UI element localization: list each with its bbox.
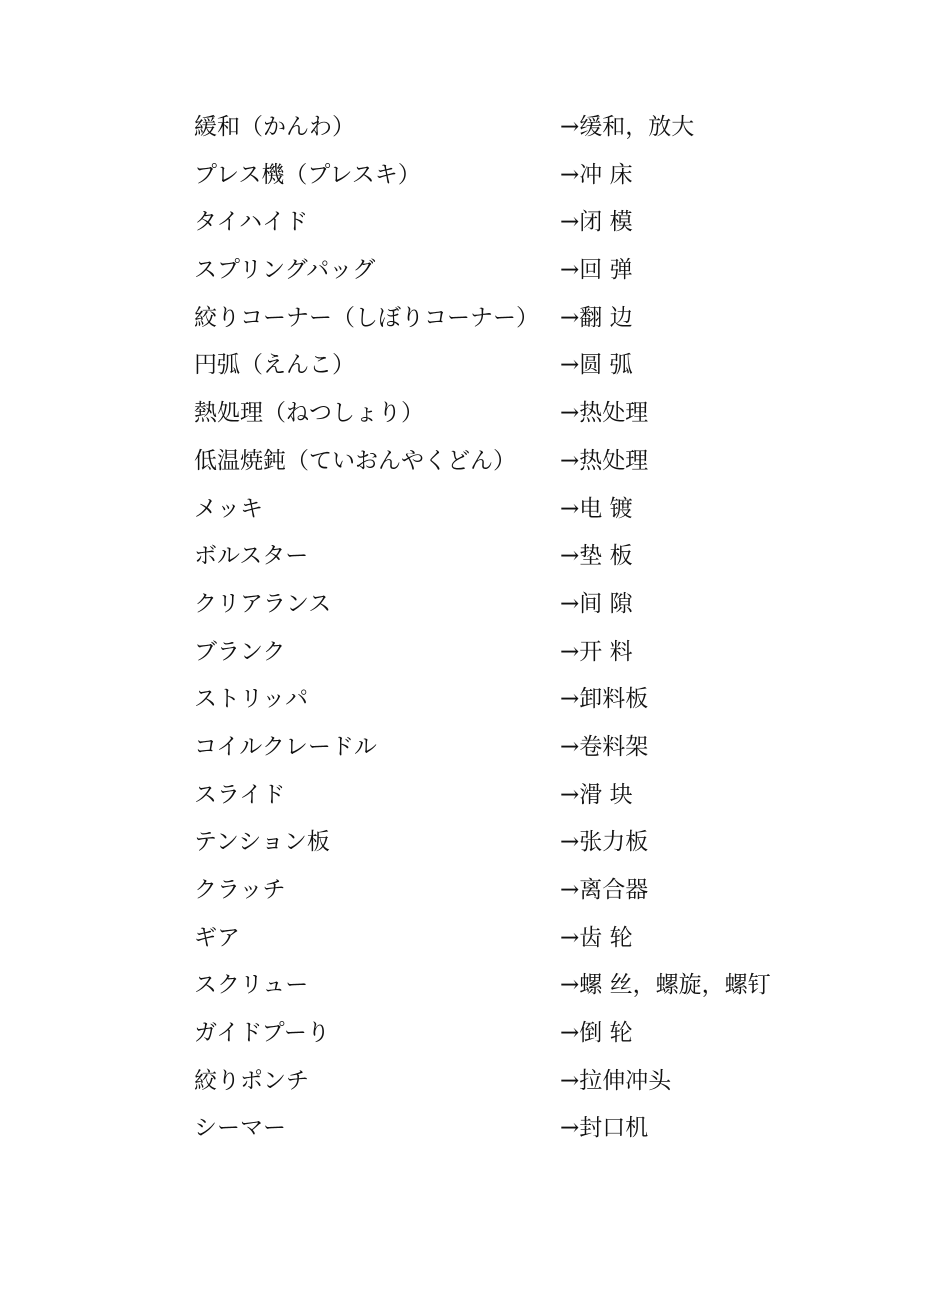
- japanese-term: クリアランス: [194, 590, 332, 617]
- chinese-translation: →闭 模: [560, 209, 633, 236]
- japanese-term: 低温焼鈍（ていおんやくどん）: [194, 447, 516, 474]
- glossary-row: [194, 772, 894, 820]
- japanese-term: ストリッパ: [194, 686, 309, 713]
- japanese-term: 円弧（えんこ）: [194, 352, 355, 379]
- chinese-translation: →圆 弧: [560, 352, 633, 379]
- glossary-row: [194, 819, 894, 867]
- glossary-row: [194, 390, 894, 438]
- japanese-term: プレス機（プレスキ）: [194, 161, 421, 188]
- japanese-term: 熱処理（ねつしょり）: [194, 400, 424, 427]
- japanese-term: ブランク: [194, 638, 286, 665]
- chinese-translation: →电 镀: [560, 495, 633, 522]
- glossary-row: [194, 676, 894, 724]
- chinese-translation: →封口机: [560, 1115, 649, 1142]
- chinese-translation: →回 弹: [560, 257, 633, 284]
- chinese-translation: →齿 轮: [560, 924, 633, 951]
- glossary-list: [194, 104, 894, 1153]
- glossary-row: [194, 199, 894, 247]
- chinese-translation: →热处理: [560, 447, 649, 474]
- chinese-translation: →滑 块: [560, 781, 633, 808]
- chinese-translation: →翻 边: [560, 304, 633, 331]
- japanese-term: ボルスター: [194, 543, 309, 570]
- glossary-row: [194, 1105, 894, 1153]
- chinese-translation: →卷料架: [560, 733, 649, 760]
- japanese-term: 絞りコーナー（しぼりコーナー）: [194, 304, 539, 331]
- japanese-term: クラッチ: [194, 877, 286, 903]
- chinese-translation: →张力板: [560, 829, 649, 856]
- chinese-translation: →热处理: [560, 400, 649, 427]
- chinese-translation: →卸料板: [560, 686, 649, 713]
- japanese-term: ギア: [194, 924, 240, 951]
- chinese-translation: →开 料: [560, 638, 633, 665]
- japanese-term: コイルクレードル: [194, 733, 377, 760]
- chinese-translation: →螺 丝，螺旋，螺钉: [560, 972, 771, 999]
- glossary-row: [194, 438, 894, 486]
- japanese-term: テンション板: [194, 829, 330, 856]
- glossary-row: [194, 915, 894, 963]
- japanese-term: 絞りポンチ: [194, 1067, 309, 1094]
- chinese-translation: →间 隙: [560, 590, 633, 617]
- japanese-term: スクリュー: [194, 972, 309, 999]
- japanese-term: ガイドプーり: [194, 1020, 330, 1047]
- glossary-row: [194, 486, 894, 534]
- japanese-term: シーマー: [194, 1115, 286, 1142]
- glossary-row: [194, 533, 894, 581]
- glossary-row: [194, 1058, 894, 1106]
- japanese-term: スライド: [194, 781, 286, 808]
- glossary-row: [194, 962, 894, 1010]
- japanese-term: メッキ: [194, 495, 263, 522]
- chinese-translation: →离合器: [560, 877, 649, 903]
- glossary-row: [194, 295, 894, 343]
- glossary-row: [194, 104, 894, 152]
- japanese-term: 緩和（かんわ）: [194, 114, 355, 140]
- chinese-translation: →冲 床: [560, 161, 633, 188]
- glossary-row: [194, 342, 894, 390]
- glossary-row: [194, 581, 894, 629]
- glossary-row: [194, 152, 894, 200]
- chinese-translation: →垫 板: [560, 543, 633, 570]
- glossary-row: [194, 1010, 894, 1058]
- japanese-term: タイハイド: [194, 209, 309, 236]
- glossary-row: [194, 629, 894, 677]
- chinese-translation: →拉伸冲头: [560, 1067, 672, 1094]
- glossary-row: [194, 867, 894, 915]
- chinese-translation: →缓和，放大: [560, 114, 695, 140]
- glossary-row: [194, 247, 894, 295]
- japanese-term: スプリングパッグ: [194, 257, 376, 284]
- glossary-row: [194, 724, 894, 772]
- chinese-translation: →倒 轮: [560, 1020, 633, 1047]
